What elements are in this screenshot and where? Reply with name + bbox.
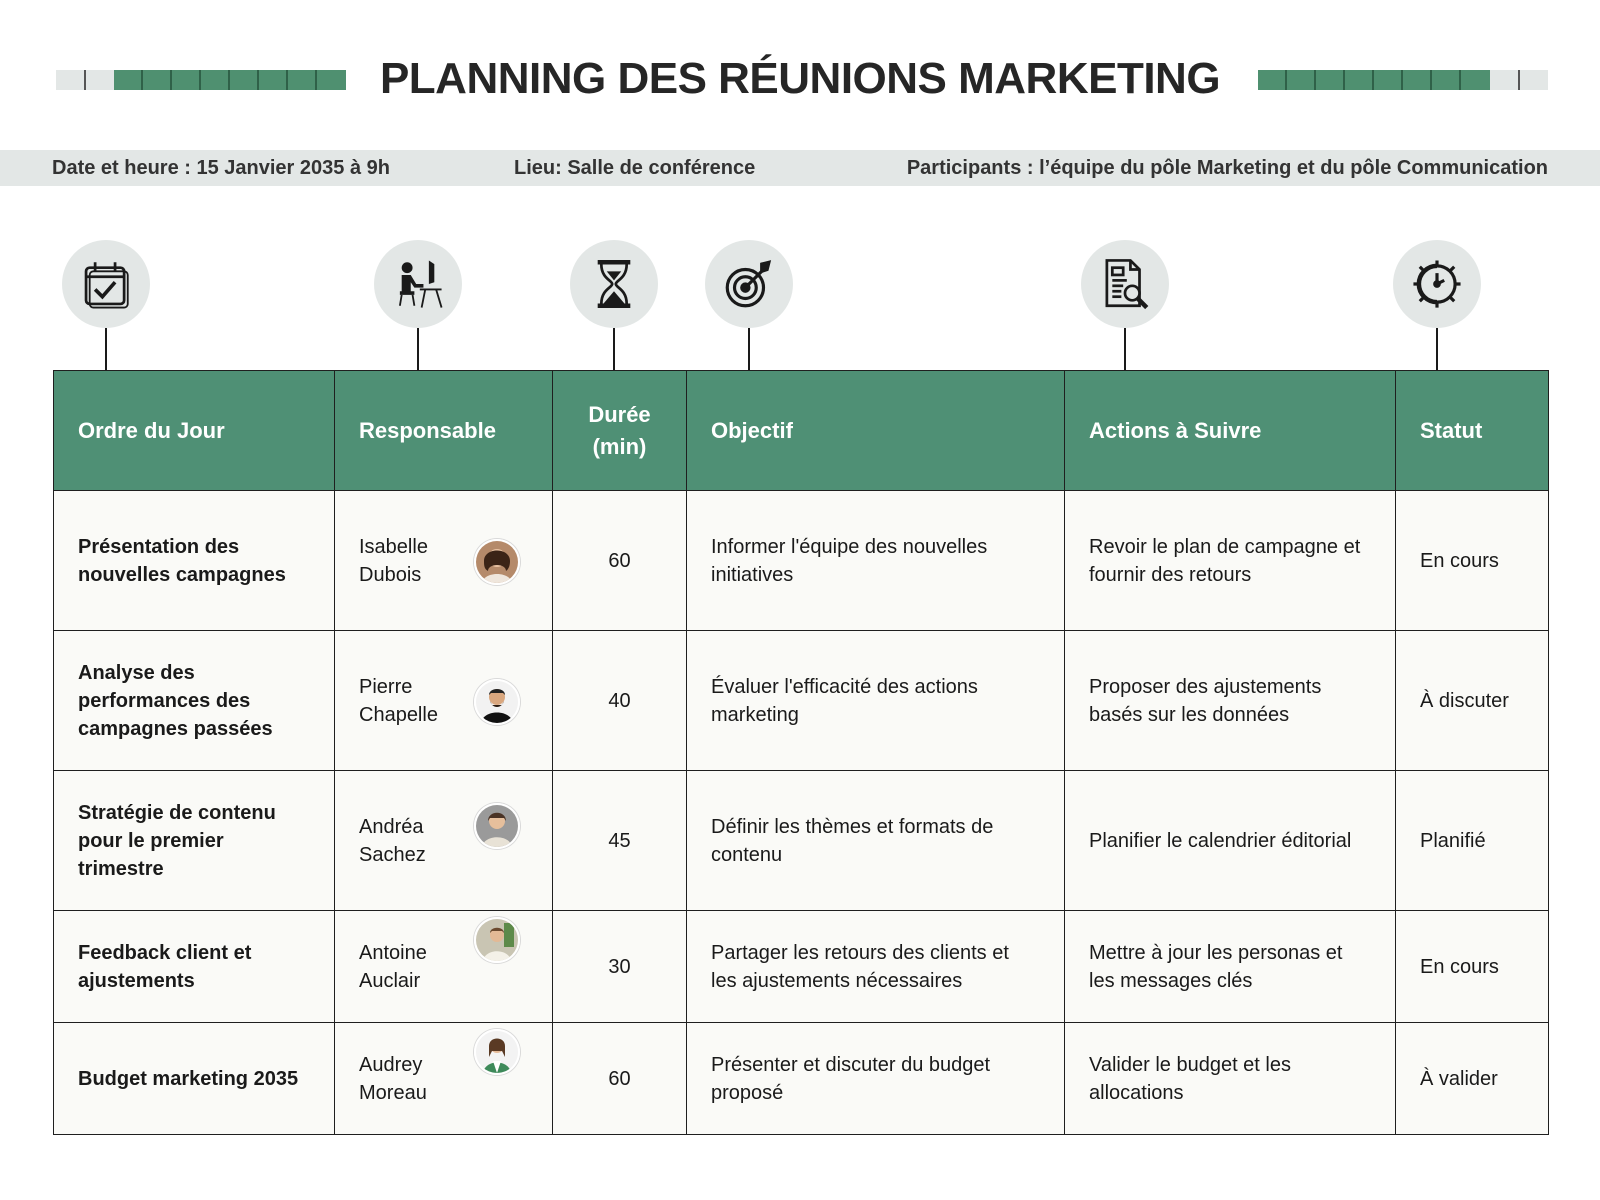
responsible-last-name: Moreau: [359, 1081, 427, 1104]
meeting-participants: Participants : l’équipe du pôle Marketing et du pôle Communication: [906, 157, 1548, 179]
duration: 40: [553, 631, 687, 771]
follow-up-actions: Proposer des ajustements basés sur les données: [1065, 631, 1396, 771]
title-row: [0, 48, 1600, 112]
responsible-first-name: Andréa: [359, 815, 424, 838]
column-header-agenda: Ordre du Jour: [54, 371, 335, 491]
page-title: PLANNING DES RÉUNIONS MARKETING: [379, 54, 1221, 103]
responsible-first-name: Antoine: [359, 941, 427, 964]
responsible-last-name: Sachez: [359, 843, 426, 866]
duration: 30: [553, 911, 687, 1023]
avatar: [474, 679, 520, 725]
hourglass-icon: [570, 240, 658, 328]
document-search-icon: [1081, 240, 1169, 328]
responsible-cell: [335, 1023, 553, 1135]
status: À discuter: [1396, 631, 1549, 771]
responsible-first-name: Isabelle: [359, 535, 428, 558]
status: En cours: [1396, 491, 1549, 631]
responsible-name: [359, 939, 469, 995]
person-at-computer-icon: [374, 240, 462, 328]
gear-clock-icon: [1393, 240, 1481, 328]
duration: 60: [553, 491, 687, 631]
avatar: [474, 1029, 520, 1075]
status: À valider: [1396, 1023, 1549, 1135]
target-arrow-icon: [705, 240, 793, 328]
responsible-cell: [335, 911, 553, 1023]
responsible-cell: [335, 631, 553, 771]
responsible-last-name: Auclair: [359, 969, 421, 992]
responsible-last-name: Chapelle: [359, 703, 438, 726]
meeting-location: Lieu: Salle de conférence: [514, 157, 756, 179]
table-row: [54, 631, 1549, 771]
duration: 45: [553, 771, 687, 911]
agenda-topic: Analyse des performances des campagnes passées: [54, 631, 335, 771]
table-row: [54, 491, 1549, 631]
responsible-name: [359, 1051, 469, 1107]
column-header-duration-line2: (min): [592, 433, 647, 459]
avatar: [474, 917, 520, 963]
responsible-first-name: Audrey: [359, 1053, 423, 1076]
avatar: [474, 539, 520, 585]
table-row: [54, 911, 1549, 1023]
responsible-cell: [335, 771, 553, 911]
meeting-date: Date et heure : 15 Janvier 2035 à 9h: [52, 157, 390, 179]
objective: Présenter et discuter du budget proposé: [687, 1023, 1065, 1135]
follow-up-actions: Revoir le plan de campagne et fournir des retours: [1065, 491, 1396, 631]
objective: Définir les thèmes et formats de contenu: [687, 771, 1065, 911]
avatar: [474, 803, 520, 849]
responsible-name: [359, 673, 469, 729]
follow-up-actions: Valider le budget et les allocations: [1065, 1023, 1396, 1135]
responsible-cell: [335, 491, 553, 631]
table-header-row: [54, 371, 1549, 491]
responsible-name: [359, 813, 469, 869]
status: En cours: [1396, 911, 1549, 1023]
agenda-table: [53, 370, 1549, 1135]
column-header-status: Statut: [1396, 371, 1549, 491]
follow-up-actions: Planifier le calendrier éditorial: [1065, 771, 1396, 911]
title-decoration-right: [1258, 70, 1548, 90]
status: Planifié: [1396, 771, 1549, 911]
column-header-duration-line1: Durée: [588, 401, 651, 427]
follow-up-actions: Mettre à jour les personas et les messages clés: [1065, 911, 1396, 1023]
calendar-check-icon: [62, 240, 150, 328]
objective: Partager les retours des clients et les ajustements nécessaires: [687, 911, 1065, 1023]
agenda-topic: Feedback client et ajustements: [54, 911, 335, 1023]
responsible-last-name: Dubois: [359, 563, 422, 586]
responsible-name: [359, 533, 469, 589]
column-header-responsible: Responsable: [335, 371, 553, 491]
column-header-objective: Objectif: [687, 371, 1065, 491]
table-row: [54, 771, 1549, 911]
objective: Évaluer l'efficacité des actions marketing: [687, 631, 1065, 771]
table-row: [54, 1023, 1549, 1135]
column-header-duration: [553, 371, 687, 491]
meeting-info-bar: [0, 150, 1600, 186]
agenda-topic: Budget marketing 2035: [54, 1023, 335, 1135]
agenda-topic: Présentation des nouvelles campagnes: [54, 491, 335, 631]
responsible-first-name: Pierre: [359, 675, 413, 698]
agenda-topic: Stratégie de contenu pour le premier trimestre: [54, 771, 335, 911]
column-header-actions: Actions à Suivre: [1065, 371, 1396, 491]
duration: 60: [553, 1023, 687, 1135]
objective: Informer l'équipe des nouvelles initiatives: [687, 491, 1065, 631]
